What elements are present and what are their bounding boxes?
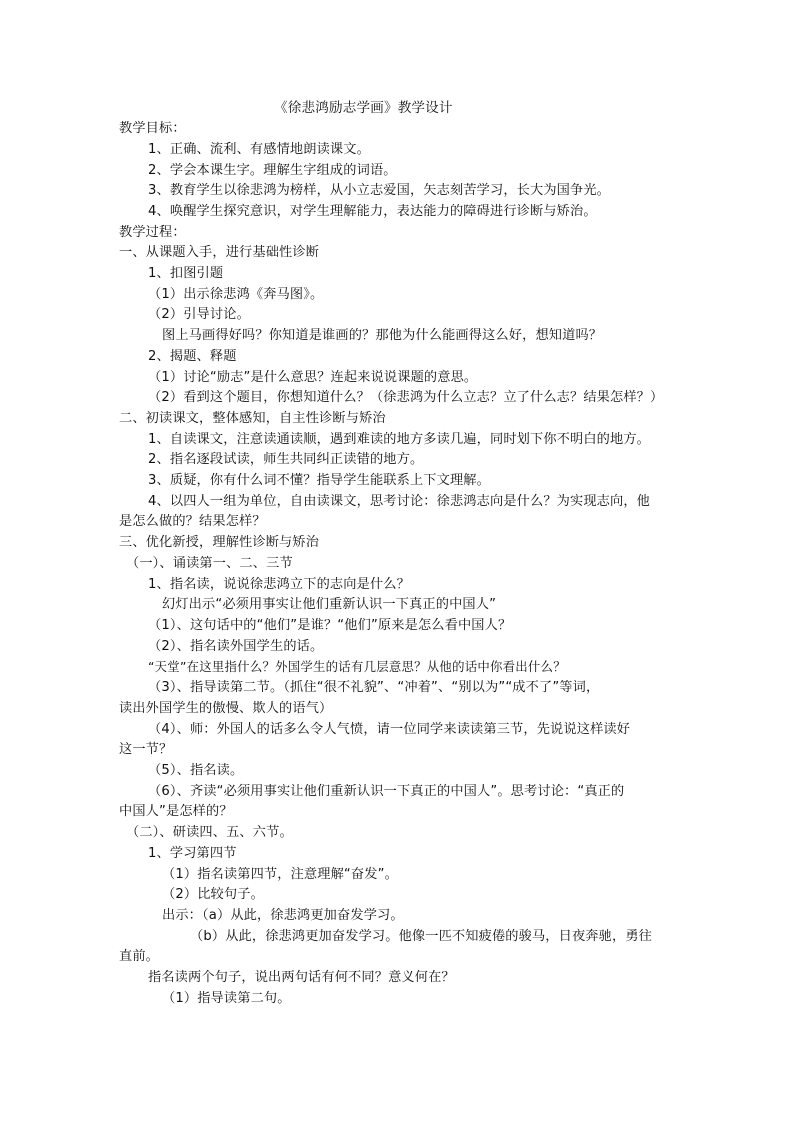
text-line: 4、唤醒学生探究意识，对学生理解能力，表达能力的障碍进行诊断与矫治。 (148, 204, 597, 219)
text-line: 2、学会本课生字。理解生字组成的词语。 (148, 163, 397, 178)
text-line: （5）、指名读。 (148, 763, 244, 778)
section-heading: 教学目标： (119, 121, 186, 136)
text-line: 是怎么做的？结果怎样？ (119, 514, 266, 529)
text-line: 出示：（a）从此，徐悲鸿更加奋发学习。 (162, 908, 404, 923)
text-line: （2）比较句子。 (162, 887, 264, 902)
text-line: 2、指名逐段试读，师生共同纠正读错的地方。 (148, 452, 424, 467)
text-line: （1）指导读第二句。 (162, 991, 291, 1006)
text-line: 图上马画得好吗？你知道是谁画的？那他为什么能画得这么好，想知道吗？ (162, 328, 603, 343)
section-heading: 一、从课题入手，进行基础性诊断 (119, 245, 320, 260)
text-line: （4）、师：外国人的话多么令人气愤，请一位同学来读读第三节，先说说这样读好 (148, 722, 631, 737)
text-line: （1）、这句话中的“他们”是谁？“他们”原来是怎么看中国人？ (148, 618, 512, 633)
text-line: 1、指名读，说说徐悲鸿立下的志向是什么？ (148, 577, 410, 592)
text-line: 1、学习第四节 (148, 846, 237, 861)
text-line: 3、质疑，你有什么词不懂？指导学生能联系上下文理解。 (148, 473, 490, 488)
section-heading: 三、优化新授，理解性诊断与矫治 (119, 535, 320, 550)
text-line: 1、正确、流利、有感情地朗读课文。 (148, 142, 370, 157)
text-line: 指名读两个句子，说出两句话有何不同？意义何在？ (148, 970, 455, 985)
subsection-heading: （一）、诵读第一、二、三节 (126, 556, 293, 571)
page-title: 《徐悲鸿励志学画》教学设计 (274, 100, 453, 116)
text-line: 幻灯出示“必须用事实让他们重新认识一下真正的中国人” (162, 597, 497, 612)
text-line: 2、揭题、释题 (148, 349, 237, 364)
text-line: 4、以四人一组为单位，自由读课文，思考讨论：徐悲鸿志向是什么？为实现志向，他 (148, 494, 651, 509)
text-line: 3、教育学生以徐悲鸿为榜样，从小立志爱国，矢志刻苦学习，长大为国争光。 (148, 183, 611, 198)
text-line: 1、自读课文，注意读通读顺，遇到难读的地方多读几遍，同时划下你不明白的地方。 (148, 432, 651, 447)
text-line: 这一节？ (119, 742, 173, 757)
text-line: （b）从此，徐悲鸿更加奋发学习。他像一匹不知疲倦的骏马，日夜奔驰，勇往 (190, 929, 652, 944)
text-line: 直前。 (119, 949, 160, 964)
text-line: （1）出示徐悲鸿《奔马图》。 (148, 287, 324, 302)
section-heading: 教学过程： (119, 225, 186, 240)
text-line: （1）讨论“励志”是什么意思？连起来说说课题的意思。 (148, 370, 478, 385)
text-line: 读出外国学生的傲慢、欺人的语气） (119, 701, 333, 716)
subsection-heading: （二）、研读四、五、六节。 (126, 825, 293, 840)
text-line: （2）看到这个题目，你想知道什么？（徐悲鸿为什么立志？立了什么志？结果怎样？） (148, 390, 664, 405)
text-line: （1）指名读第四节，注意理解“奋发”。 (162, 867, 398, 882)
text-line: （2）、指名读外国学生的话。 (148, 639, 324, 654)
text-line: （6）、齐读“必须用事实让他们重新认识一下真正的中国人”。思考讨论：“真正的 (148, 784, 625, 799)
text-line: 1、扣图引题 (148, 266, 224, 281)
text-line: （3）、指导读第二节。（抓住“很不礼貌”、“冲着”、“别以为”“成不了”等词， (148, 680, 600, 695)
section-heading: 二、初读课文，整体感知，自主性诊断与矫治 (119, 411, 386, 426)
text-line: （2）引导讨论。 (148, 307, 250, 322)
text-line: “天堂”在这里指什么？外国学生的话有几层意思？从他的话中你看出什么？ (148, 659, 566, 674)
text-line: 中国人”是怎样的？ (119, 804, 233, 819)
